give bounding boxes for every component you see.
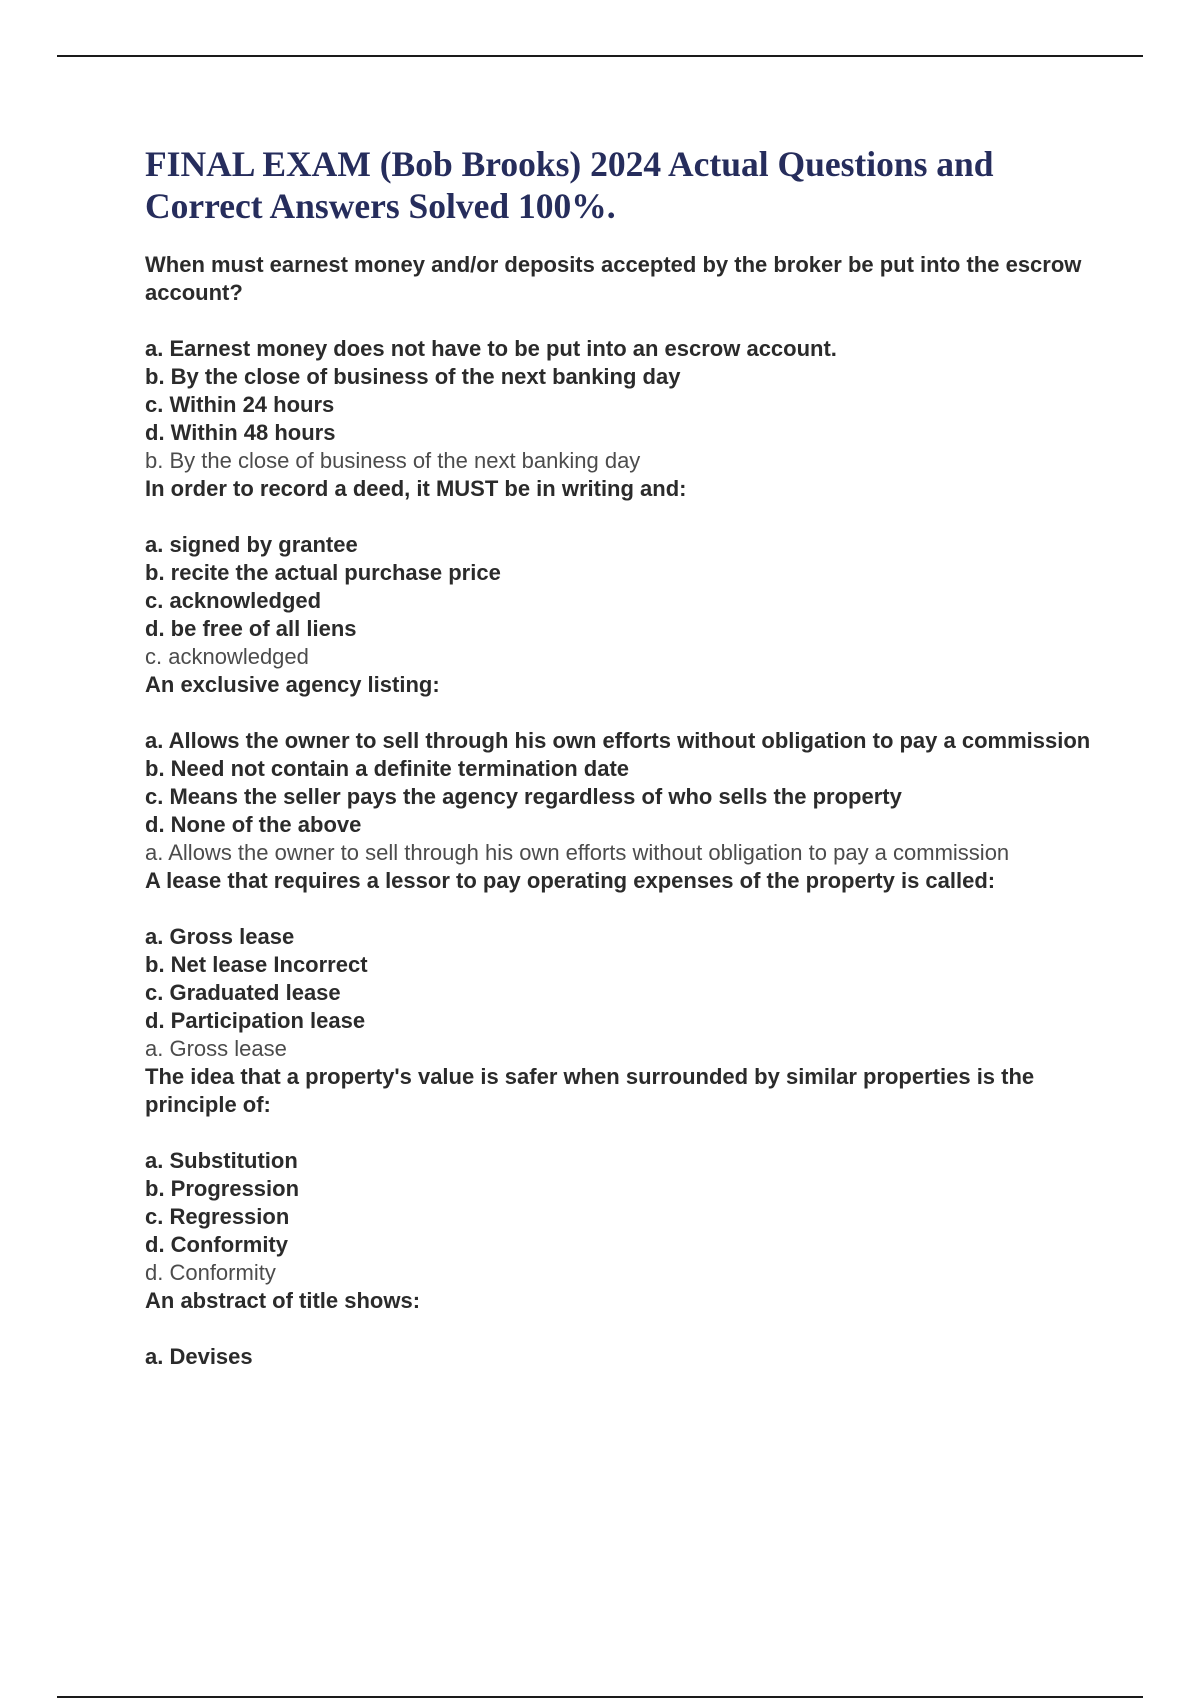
option-b: b. recite the actual purchase price bbox=[145, 560, 501, 585]
options-list bbox=[145, 727, 1095, 839]
option-c: c. acknowledged bbox=[145, 588, 322, 613]
option-d: d. be free of all liens bbox=[145, 616, 357, 641]
question-block bbox=[145, 867, 1095, 1063]
option-b: b. Need not contain a definite termination date bbox=[145, 756, 630, 781]
document-title: FINAL EXAM (Bob Brooks) 2024 Actual Questions and Correct Answers Solved 100%. bbox=[145, 144, 994, 226]
options-list bbox=[145, 1343, 1095, 1371]
question-block bbox=[145, 671, 1095, 867]
options-list bbox=[145, 531, 1095, 643]
question-block bbox=[145, 1063, 1095, 1287]
question-text: An abstract of title shows: bbox=[145, 1288, 421, 1313]
option-a: a. Gross lease bbox=[145, 924, 295, 949]
answer-text: a. Gross lease bbox=[145, 1036, 287, 1061]
answer-text: d. Conformity bbox=[145, 1260, 276, 1285]
question-text: An exclusive agency listing: bbox=[145, 672, 440, 697]
question-text: In order to record a deed, it MUST be in writing and: bbox=[145, 476, 687, 501]
question-text: When must earnest money and/or deposits accepted by the broker be put into the escrow account? bbox=[145, 252, 1082, 305]
option-a: a. signed by grantee bbox=[145, 532, 358, 557]
option-c: c. Means the seller pays the agency regardless of who sells the property bbox=[145, 784, 902, 809]
option-c: c. Within 24 hours bbox=[145, 392, 335, 417]
question-text: A lease that requires a lessor to pay operating expenses of the property is called: bbox=[145, 868, 996, 893]
top-rule bbox=[57, 55, 1143, 57]
options-list bbox=[145, 923, 1095, 1035]
option-b: b. Net lease Incorrect bbox=[145, 952, 368, 977]
answer-text: b. By the close of business of the next banking day bbox=[145, 448, 641, 473]
question-block bbox=[145, 475, 1095, 671]
bottom-rule bbox=[57, 1696, 1143, 1698]
option-a: a. Earnest money does not have to be put into an escrow account. bbox=[145, 336, 837, 361]
answer-text: a. Allows the owner to sell through his own efforts without obligation to pay a commission bbox=[145, 840, 1010, 865]
question-text: The idea that a property's value is safer when surrounded by similar properties is the principle of: bbox=[145, 1064, 1035, 1117]
options-list bbox=[145, 1147, 1095, 1259]
option-d: d. Participation lease bbox=[145, 1008, 366, 1033]
document-content bbox=[145, 143, 1095, 1371]
option-b: b. By the close of business of the next banking day bbox=[145, 364, 681, 389]
option-c: c. Graduated lease bbox=[145, 980, 341, 1005]
option-b: b. Progression bbox=[145, 1176, 300, 1201]
option-d: d. None of the above bbox=[145, 812, 362, 837]
option-a: a. Devises bbox=[145, 1344, 253, 1369]
options-list bbox=[145, 335, 1095, 447]
answer-text: c. acknowledged bbox=[145, 644, 309, 669]
option-c: c. Regression bbox=[145, 1204, 290, 1229]
option-d: d. Within 48 hours bbox=[145, 420, 336, 445]
question-block bbox=[145, 251, 1095, 475]
option-d: d. Conformity bbox=[145, 1232, 288, 1257]
question-block bbox=[145, 1287, 1095, 1371]
option-a: a. Substitution bbox=[145, 1148, 298, 1173]
option-a: a. Allows the owner to sell through his own efforts without obligation to pay a commission bbox=[145, 728, 1091, 753]
